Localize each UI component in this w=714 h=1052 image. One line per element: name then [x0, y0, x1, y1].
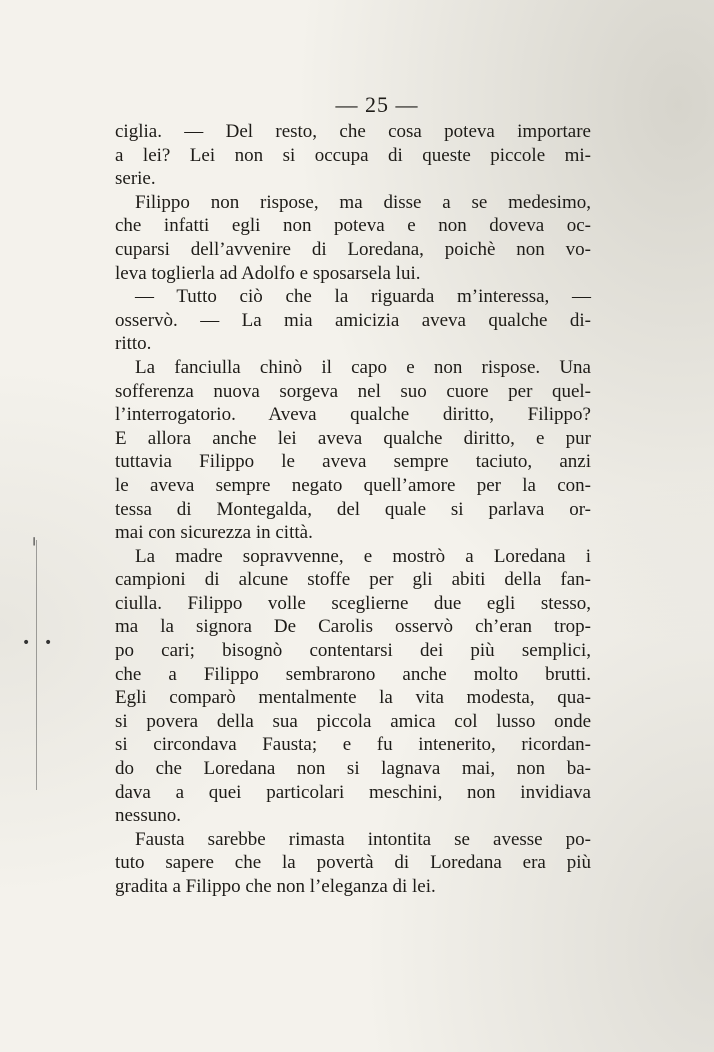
text-line: ritto.	[115, 333, 152, 355]
text-line: che a Filippo sembrarono anche molto brutti.	[115, 663, 591, 685]
text-line: E allora anche lei aveva qualche diritto, e pur	[115, 427, 591, 449]
text-line: cuparsi dell’avvenire di Loredana, poichè non vo-	[115, 238, 591, 260]
text-line: si circondava Fausta; e fu intenerito, ricordan-	[115, 734, 591, 756]
text-line: tuttavia Filippo le aveva sempre taciuto, anzi	[115, 451, 591, 473]
margin-dot-mark: •	[22, 635, 31, 651]
text-line: sofferenza nuova sorgeva nel suo cuore per quel-	[115, 380, 591, 402]
margin-dot-mark: •	[44, 635, 53, 651]
text-line: Filippo non rispose, ma disse a se medesimo,	[135, 191, 591, 213]
text-line: Egli comparò mentalmente la vita modesta, qua-	[115, 687, 591, 709]
text-line: ciulla. Filippo volle sceglierne due egli stesso,	[115, 592, 591, 614]
text-line: campioni di alcune stoffe per gli abiti della fan-	[115, 569, 591, 591]
text-line: po cari; bisognò contentarsi dei più semplici,	[115, 640, 591, 662]
text-line: tuto sapere che la povertà di Loredana era più	[115, 852, 591, 874]
body-text	[115, 120, 591, 899]
margin-tick-mark: ╷	[30, 530, 39, 546]
text-line: tessa di Montegalda, del quale si parlava or-	[115, 498, 591, 520]
text-line: l’interrogatorio. Aveva qualche diritto, Filippo?	[115, 404, 591, 426]
text-line: ma la signora De Carolis osservò ch’eran trop-	[115, 616, 591, 638]
text-line: le aveva sempre negato quell’amore per la con-	[115, 474, 591, 496]
page-number: — 25 —	[335, 92, 419, 117]
text-line: mai con sicurezza in città.	[115, 522, 313, 544]
text-line: dava a quei particolari meschini, non invidiava	[115, 781, 591, 803]
text-line: La fanciulla chinò il capo e non rispose. Una	[135, 356, 591, 378]
text-line: ciglia. — Del resto, che cosa poteva importare	[115, 121, 591, 142]
text-line: osservò. — La mia amicizia aveva qualche di-	[115, 309, 591, 331]
text-line: — Tutto ciò che la riguarda m’interessa, —	[135, 286, 591, 308]
text-line: do che Loredana non si lagnava mai, non ba-	[115, 758, 591, 780]
text-line: Fausta sarebbe rimasta intontita se avesse po-	[135, 828, 591, 850]
text-line: a lei? Lei non si occupa di queste piccole mi-	[115, 144, 591, 166]
text-line: che infatti egli non poteva e non doveva oc-	[115, 215, 591, 237]
margin-marks	[22, 530, 62, 800]
text-line: si povera della sua piccola amica col lusso onde	[115, 710, 591, 732]
text-line: nessuno.	[115, 805, 181, 827]
text-line: gradita a Filippo che non l’eleganza di lei.	[115, 876, 436, 897]
text-line: La madre sopravvenne, e mostrò a Loredana i	[135, 545, 591, 567]
margin-rule	[36, 540, 37, 790]
text-line: leva toglierla ad Adolfo e sposarsela lui.	[115, 262, 421, 284]
text-line: serie.	[115, 168, 156, 190]
